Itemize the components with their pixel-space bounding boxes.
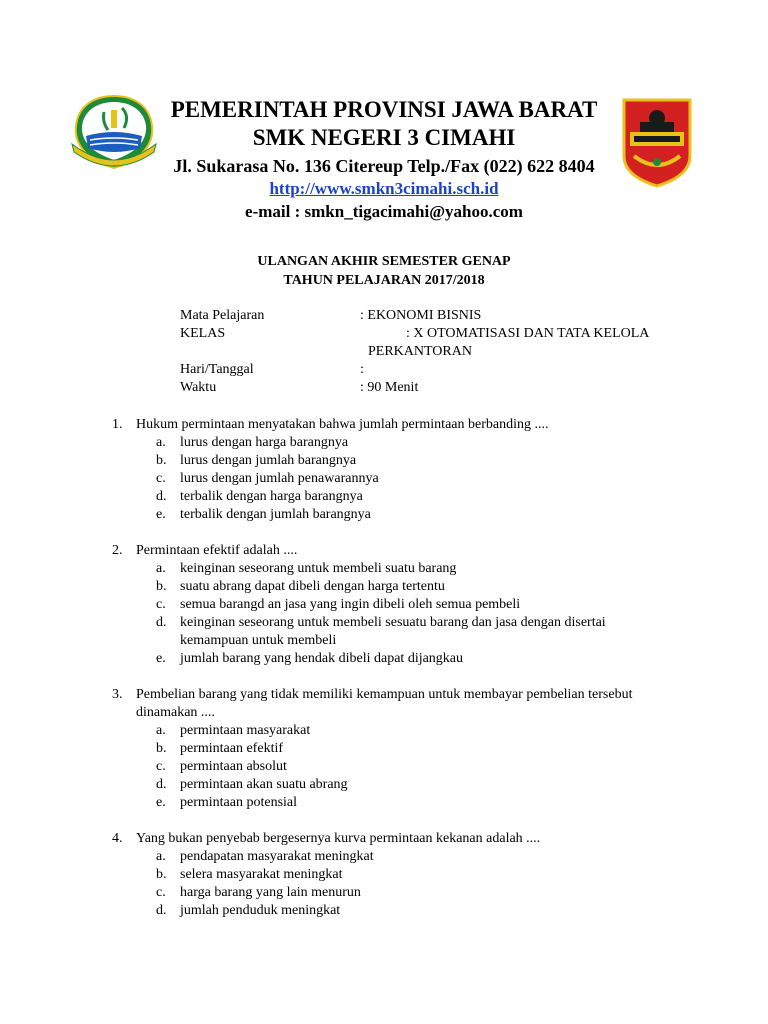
option-text: keinginan seseorang untuk membeli sesuatu barang dan jasa dengan disertai kemampuan untuk membeli	[180, 615, 606, 648]
option-text: jumlah barang yang hendak dibeli dapat dijangkau	[180, 651, 464, 666]
option-letter: c.	[156, 759, 166, 774]
option-letter: e.	[156, 507, 166, 522]
date-value: :	[360, 362, 364, 377]
class-value-line1: : X OTOMATISASI DAN TATA KELOLA	[406, 326, 650, 341]
option-text: pendapatan masyarakat meningkat	[180, 849, 374, 864]
option-text: terbalik dengan jumlah barangnya	[180, 507, 371, 522]
question-number: 3.	[112, 687, 123, 702]
letterhead	[150, 96, 618, 224]
date-label: Hari/Tanggal	[180, 362, 254, 377]
option-item	[112, 902, 712, 920]
exam-heading	[0, 252, 768, 290]
option-item	[112, 884, 712, 902]
option-text: permintaan efektif	[180, 741, 284, 756]
option-item	[112, 794, 712, 812]
option-item	[112, 758, 712, 776]
government-title: PEMERINTAH PROVINSI JAWA BARAT	[170, 97, 598, 122]
question-text: Pembelian barang yang tidak memiliki kemampuan untuk membayar pembelian tersebut dinamakan ....	[136, 687, 633, 720]
option-item	[112, 650, 712, 668]
question-text: Hukum permintaan menyatakan bahwa jumlah permintaan berbanding ....	[136, 417, 549, 432]
school-title: SMK NEGERI 3 CIMAHI	[252, 125, 516, 150]
option-text: permintaan potensial	[180, 795, 298, 810]
option-text: suatu abrang dapat dibeli dengan harga tertentu	[180, 579, 445, 594]
option-item	[112, 506, 712, 524]
option-item	[112, 452, 712, 470]
class-label: KELAS	[180, 326, 226, 341]
option-text: selera masyarakat meningkat	[180, 867, 343, 882]
option-text: permintaan absolut	[180, 759, 287, 774]
exam-year: TAHUN PELAJARAN 2017/2018	[283, 273, 485, 288]
option-letter: a.	[156, 849, 166, 864]
option-item	[112, 488, 712, 506]
option-item	[112, 776, 712, 794]
question-1	[112, 416, 712, 524]
option-list	[112, 560, 712, 668]
question-text: Yang bukan penyebab bergesernya kurva permintaan kekanan adalah ....	[136, 831, 541, 846]
option-list	[112, 848, 712, 920]
option-letter: b.	[156, 867, 167, 882]
website-link[interactable]: http://www.smkn3cimahi.sch.id	[269, 179, 499, 198]
subject-value: : EKONOMI BISNIS	[360, 308, 482, 323]
time-value: : 90 Menit	[360, 380, 419, 395]
option-item	[112, 848, 712, 866]
option-text: keinginan seseorang untuk membeli suatu barang	[180, 561, 457, 576]
option-letter: d.	[156, 777, 167, 792]
question-2	[112, 542, 712, 668]
option-letter: a.	[156, 435, 166, 450]
option-letter: d.	[156, 903, 167, 918]
option-item	[112, 614, 620, 650]
option-letter: c.	[156, 597, 166, 612]
option-item	[112, 866, 712, 884]
option-letter: e.	[156, 651, 166, 666]
question-number: 1.	[112, 417, 123, 432]
option-list	[112, 434, 712, 524]
option-letter: b.	[156, 741, 167, 756]
time-label: Waktu	[180, 380, 217, 395]
option-list	[112, 722, 712, 812]
question-3	[112, 686, 712, 812]
option-letter: b.	[156, 579, 167, 594]
option-text: harga barang yang lain menurun	[180, 885, 361, 900]
exam-title: ULANGAN AKHIR SEMESTER GENAP	[257, 254, 511, 269]
option-item	[112, 578, 712, 596]
option-letter: d.	[156, 615, 167, 630]
option-text: lurus dengan jumlah barangnya	[180, 453, 357, 468]
option-text: permintaan akan suatu abrang	[180, 777, 348, 792]
option-item	[112, 722, 712, 740]
smkn3-cimahi-logo	[620, 96, 694, 188]
question-4	[112, 830, 712, 920]
option-item	[112, 740, 712, 758]
option-text: lurus dengan harga barangnya	[180, 435, 349, 450]
option-item	[112, 596, 712, 614]
option-item	[112, 560, 712, 578]
option-text: terbalik dengan harga barangnya	[180, 489, 363, 504]
option-letter: a.	[156, 561, 166, 576]
question-number: 4.	[112, 831, 123, 846]
question-list	[112, 416, 712, 920]
subject-label: Mata Pelajaran	[180, 308, 265, 323]
option-letter: e.	[156, 795, 166, 810]
option-item	[112, 434, 712, 452]
option-text: lurus dengan jumlah penawarannya	[180, 471, 379, 486]
class-value-line2: PERKANTORAN	[368, 344, 472, 359]
option-letter: a.	[156, 723, 166, 738]
option-letter: c.	[156, 885, 166, 900]
email-line: e-mail : smkn_tigacimahi@yahoo.com	[245, 202, 523, 221]
option-letter: c.	[156, 471, 166, 486]
option-letter: d.	[156, 489, 167, 504]
option-letter: b.	[156, 453, 167, 468]
option-text: semua barangd an jasa yang ingin dibeli oleh semua pembeli	[180, 597, 521, 612]
question-text: Permintaan efektif adalah ....	[136, 543, 298, 558]
west-java-emblem-logo	[64, 92, 164, 172]
option-item	[112, 470, 712, 488]
option-text: permintaan masyarakat	[180, 723, 311, 738]
question-number: 2.	[112, 543, 123, 558]
school-address: Jl. Sukarasa No. 136 Citereup Telp./Fax (022) 622 8404	[173, 156, 595, 176]
option-text: jumlah penduduk meningkat	[180, 903, 341, 918]
